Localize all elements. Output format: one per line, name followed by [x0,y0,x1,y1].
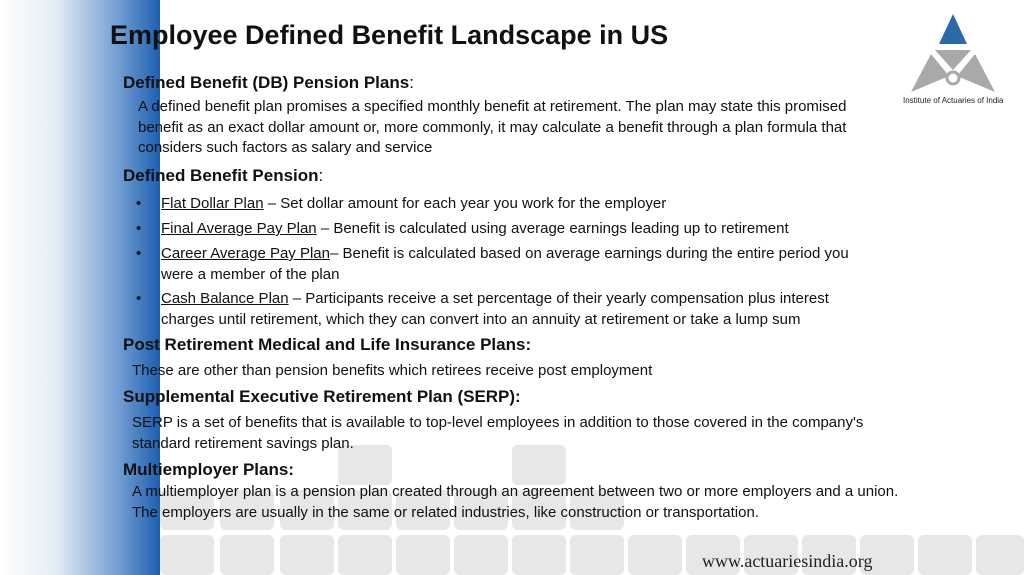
prm-description: These are other than pension benefits which retirees receive post employment [132,362,653,379]
logo-caption: Institute of Actuaries of India [903,96,1004,105]
slide-title: Employee Defined Benefit Landscape in US [110,20,669,50]
footer-url[interactable]: www.actuariesindia.org [702,551,873,571]
bullet-term: Cash Balance Plan [161,290,289,307]
bullet-glyph: • [136,220,142,237]
bullet-term: Flat Dollar Plan [161,195,264,212]
multiemployer-heading: Multiemployer Plans: [123,460,294,479]
dbp-heading: Defined Benefit Pension: [123,166,324,185]
db-heading: Defined Benefit (DB) Pension Plans: [123,73,414,92]
db-description: A defined benefit plan promises a specified monthly benefit at retirement. The plan may state this promised benefit as an exact dollar amount or, more commonly, it may calculate a benefit through a plan formula that considers such factors as salary and service [138,98,847,156]
serp-heading: Supplemental Executive Retirement Plan (SERP): [123,387,521,406]
bullet-term: Career Average Pay Plan [161,245,330,262]
bullet-glyph: • [136,195,142,212]
bullet-glyph: • [136,245,142,262]
multiemployer-description: A multiemployer plan is a pension plan created through an agreement between two or more employers and a union. The employers are usually in the same or related industries, like construction or transportation. [132,483,899,521]
prm-heading: Post Retirement Medical and Life Insurance Plans: [123,335,532,354]
serp-description: SERP is a set of benefits that is available to top-level employees in addition to those covered in the company's standard retirement savings plan. [132,414,864,452]
bullet-glyph: • [136,290,142,307]
slide-content: Employee Defined Benefit Landscape in US Defined Benefit (DB) Pension Plans: A defined benefit plan promises a specified monthly benefit at retirement. The plan may state this promised benefit as an exact dollar amount or, more commonly, it may calculate a benefit through a plan formula that considers such factors as salary and service Defined Benefit Pension: • Flat Dollar Plan – Set dollar amount for each year you work for the employer • Final Average Pay Plan – Benefit is calculated using average earnings leading up to retirement • Career Average Pay Plan– Benefit is calculated based on average earnings during the entire period you were a member of the plan • Cash Balance Plan – Participants receive a set percentage of their yearly compensation plus interest charges until retirement, which they can convert into an annuity at retirement or take a lump sum Post Retirement Medical and Life Insurance Plans: These are other than pension benefits which retirees receive post employment Supplemental Executive Retirement Plan (SERP): SERP is a set of benefits that is available to top-level employees in addition to those covered in the company's standard retirement savings plan. Multiemployer Plans: A multiemployer plan is a pension plan created through an agreement between two or more employers and a union. The employers are usually in the same or related industries, like construction or transportation. [0,0,1024,575]
bullet-term: Final Average Pay Plan [161,220,317,237]
